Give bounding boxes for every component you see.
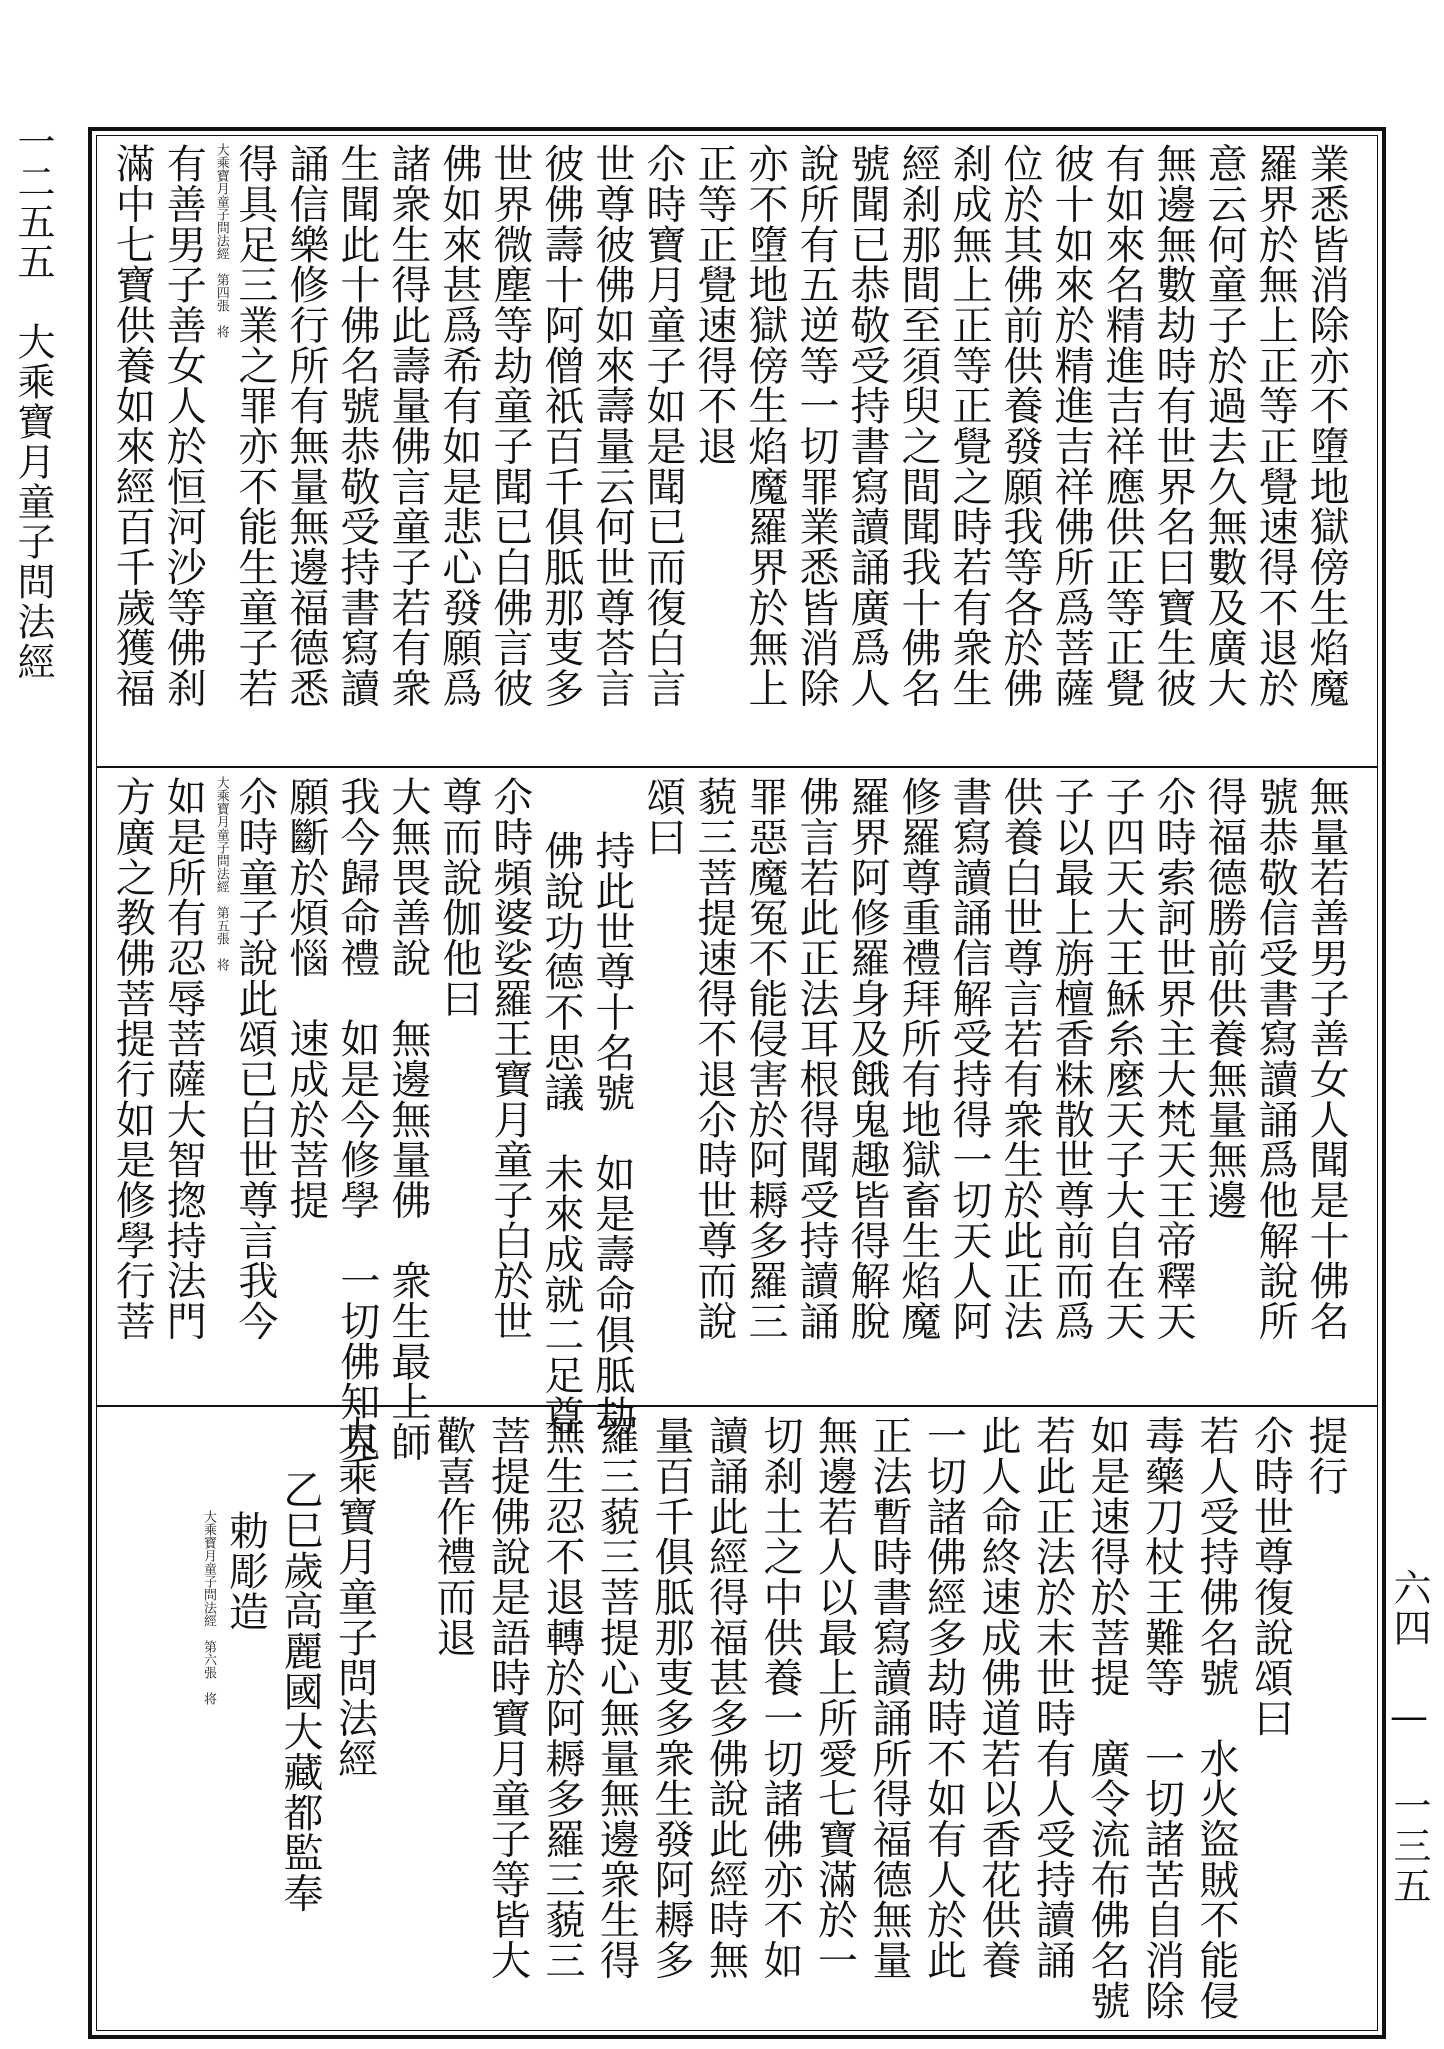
text-column: 無邊無數劫時有世界名曰寶生彼 <box>1150 143 1197 708</box>
text-column: 持此世尊十名號 如是壽命俱胝劫 <box>588 830 635 1435</box>
text-column: 書寫讀誦信解受持得一切天人阿 <box>946 776 993 1341</box>
text-column: 位於其佛前供養發願我等各於佛 <box>997 143 1044 708</box>
text-column: 歡喜作禮而退 <box>430 1415 476 1657</box>
margin-note: 大乘寶月童子問法經 第五張 将 <box>213 776 229 971</box>
text-column: 供養白世尊言若有衆生於此正法 <box>997 776 1044 1341</box>
text-column: 毒藥刀杖王難等 一切諸苦自消除 <box>1138 1415 1185 2020</box>
sutra-title: 大乘寶月童子問法經 <box>331 1415 378 1778</box>
text-column: 有如來名精進吉祥應供正等正覺 <box>1099 143 1146 708</box>
text-column: 讀誦此經得福甚多佛說此經時無 <box>702 1415 749 1980</box>
text-column: 世界微塵等劫童子聞已白佛言彼 <box>486 143 533 708</box>
margin-note: 大乘寶月童子問法經 第四張 将 <box>213 143 229 338</box>
margin-note: 大乘寶月童子問法經 第六張 将 <box>201 1510 216 1705</box>
text-column: 如是速得於菩提 廣令流布佛名號 <box>1084 1415 1130 2020</box>
colophon-line: 乙巳歲高麗國大藏都監奉 <box>277 1469 323 1913</box>
text-column: 佛說功德不思議 未來成就二足尊 <box>537 830 584 1435</box>
text-column: 世尊彼佛如來壽量云何世尊荅言 <box>588 143 635 708</box>
margin-right-page-number: 六四 — 一三五 <box>1387 1568 1431 1906</box>
text-column: 正法暫時書寫讀誦所得福德無量 <box>866 1415 912 1980</box>
text-column: 尒時索訶世界主大梵天王帝釋天 <box>1150 776 1197 1341</box>
text-column: 正等正覺速得不退 <box>690 143 737 466</box>
panel-3-columns <box>108 1415 1370 2027</box>
text-column: 頌曰 <box>639 776 686 857</box>
text-column: 我今歸命禮 如是今修學 一切佛知見 <box>333 776 380 1462</box>
text-column: 大無畏善說 無邊無量佛 衆生最上師 <box>384 776 431 1462</box>
text-column: 無量若善男子善女人聞是十佛名 <box>1303 776 1350 1341</box>
text-column: 尒時寶月童子如是聞已而復白言 <box>639 143 686 708</box>
text-column: 願斷於煩惱 速成於菩提 <box>282 776 329 1220</box>
margin-left-caption: 一二五五 大乘寶月童子問法經 <box>11 122 55 682</box>
text-column: 尒時童子說此頌已白世尊言我今 <box>231 776 278 1341</box>
text-column: 號聞已恭敬受持書寫讀誦廣爲人 <box>844 143 890 708</box>
text-column: 號恭敬信受書寫讀誦爲他解說所 <box>1252 776 1299 1341</box>
text-column: 說所有五逆等一切罪業悉皆消除 <box>792 143 839 708</box>
text-column: 藐三菩提速得不退尒時世尊而說 <box>690 776 737 1341</box>
text-column: 誦信樂修行所有無量無邊福德悉 <box>282 143 329 708</box>
text-column: 滿中七寶供養如來經百千歲獲福 <box>109 143 156 708</box>
text-column: 佛如來甚爲希有如是悲心發願爲 <box>435 143 482 708</box>
text-column: 若人受持佛名號 水火盜賊不能侵 <box>1193 1415 1239 2020</box>
text-column: 無生忍不退轉於阿耨多羅三藐三 <box>539 1415 585 1980</box>
text-column: 量百千俱胝那叓多衆生發阿耨多 <box>648 1415 694 1980</box>
panel-3 <box>108 1415 1370 2027</box>
text-column: 菩提佛說是語時寶月童子等皆大 <box>484 1415 531 1980</box>
text-column: 彼十如來於精進吉祥佛所爲菩薩 <box>1048 143 1095 708</box>
text-column: 羅三藐三菩提心無量無邊衆生得 <box>593 1415 640 1980</box>
text-column: 尊而說伽他曰 <box>435 776 482 1018</box>
text-column: 得具足三業之罪亦不能生童子若 <box>231 143 278 708</box>
text-column: 經刹那間至須臾之間聞我十佛名 <box>895 143 942 708</box>
text-column: 佛言若此正法耳根得聞受持讀誦 <box>792 776 839 1341</box>
text-column: 尒時頻婆娑羅王寶月童子白於世 <box>486 776 533 1341</box>
text-column: 有善男子善女人於恒河沙等佛刹 <box>160 143 207 708</box>
text-column: 諸衆生得此壽量佛言童子若有衆 <box>384 143 431 708</box>
text-column: 修羅尊重禮拜所有地獄畜生焰魔 <box>895 776 942 1341</box>
text-column: 一切諸佛經多劫時不如有人於此 <box>920 1415 967 1980</box>
text-column: 提行 <box>1302 1415 1348 1496</box>
text-column: 生聞此十佛名號恭敬受持書寫讀 <box>333 143 380 708</box>
panel-divider-2 <box>96 1405 1378 1407</box>
panel-2 <box>108 776 1370 1462</box>
text-column: 方廣之教佛菩提行如是修學行菩 <box>109 776 156 1341</box>
text-column: 羅界於無上正等正覺速得不退於 <box>1252 143 1299 708</box>
text-column: 若此正法於末世時有人受持讀誦 <box>1029 1415 1076 1980</box>
text-column: 切刹土之中供養一切諸佛亦不如 <box>757 1415 803 1980</box>
panel-1 <box>108 143 1370 761</box>
text-column: 此人命終速成佛道若以香花供養 <box>975 1415 1021 1980</box>
panel-divider-1 <box>96 766 1378 768</box>
text-column: 得福德勝前供養無量無邊 <box>1201 776 1248 1220</box>
text-column: 業悉皆消除亦不墮地獄傍生焰魔 <box>1303 143 1350 708</box>
panel-2-columns <box>108 776 1370 1462</box>
text-column: 羅界阿修羅身及餓鬼趣皆得解脫 <box>844 776 890 1341</box>
colophon-line: 勅彫造 <box>222 1510 269 1631</box>
text-column: 罪惡魔冤不能侵害於阿耨多羅三 <box>741 776 788 1341</box>
text-column: 意云何童子於過去久無數及廣大 <box>1201 143 1248 708</box>
text-column: 亦不墮地獄傍生焰魔羅界於無上 <box>741 143 788 708</box>
text-column: 子四天大王穌糸麼天子大自在天 <box>1099 776 1146 1341</box>
panel-1-columns <box>108 143 1370 761</box>
text-column: 刹成無上正等正覺之時若有衆生 <box>946 143 993 708</box>
text-column: 子以最上旃檀香粖散世尊前而爲 <box>1048 776 1095 1341</box>
text-column: 無邊若人以最上所愛七寶滿於一 <box>811 1415 858 1980</box>
text-column: 如是所有忍辱菩薩大智揔持法門 <box>160 776 207 1341</box>
text-column: 尒時世尊復說頌曰 <box>1247 1415 1294 1738</box>
text-column: 彼佛壽十阿僧祇百千俱胝那叓多 <box>537 143 584 708</box>
